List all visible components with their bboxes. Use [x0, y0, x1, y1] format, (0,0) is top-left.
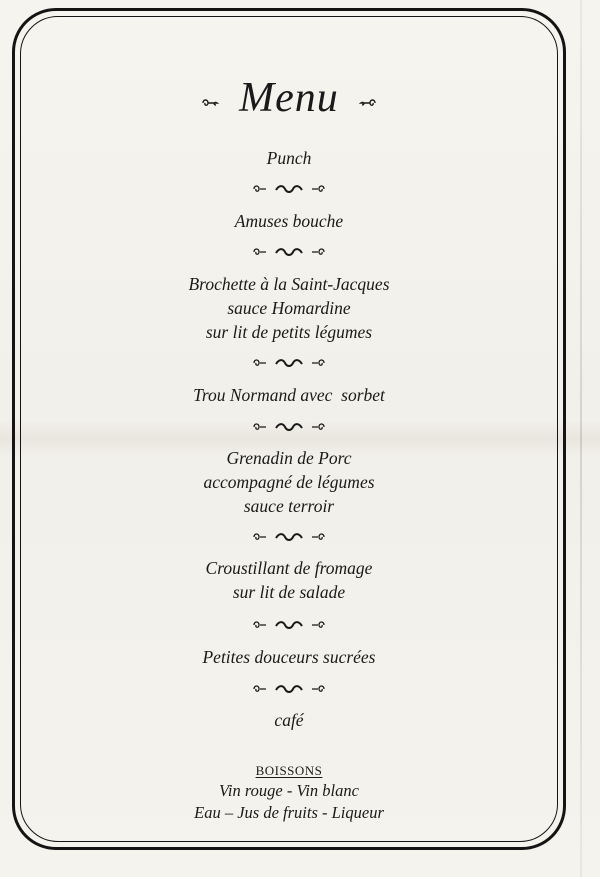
right-swirl-icon — [359, 97, 377, 109]
menu-title: Menu — [239, 75, 339, 121]
course-grenadin — [20, 446, 558, 518]
course-line: Brochette à la Saint-Jacques — [188, 274, 390, 294]
course-trou-normand — [20, 383, 558, 407]
drinks-line-other: Eau – Jus de fruits - Liqueur — [194, 803, 384, 822]
course-brochette — [20, 272, 558, 344]
ornament-icon — [252, 420, 326, 434]
ornament-icon — [252, 530, 326, 544]
course-croustillant — [20, 556, 558, 604]
ornament-divider — [20, 420, 558, 434]
course-cafe — [20, 708, 558, 732]
ornament-divider — [20, 618, 558, 632]
course-punch — [20, 146, 558, 170]
course-line: sur lit de petits légumes — [205, 322, 373, 342]
ornament-icon — [252, 182, 326, 196]
course-line: Croustillant de fromage — [205, 558, 373, 578]
course-line: accompagné de légumes — [203, 472, 375, 492]
ornament-divider — [20, 356, 558, 370]
course-amuses-bouche — [20, 209, 558, 233]
title-row — [20, 68, 558, 128]
course-line: café — [274, 710, 304, 730]
course-petites-douceurs — [20, 645, 558, 669]
ornament-icon — [252, 356, 326, 370]
ornament-icon — [252, 245, 326, 259]
ornament-divider — [20, 245, 558, 259]
course-line: Grenadin de Porc — [226, 448, 352, 468]
ornament-divider — [20, 682, 558, 696]
ornament-divider — [20, 530, 558, 544]
drinks-heading — [20, 763, 558, 779]
drinks-line-wine: Vin rouge - Vin blanc — [219, 781, 359, 800]
course-line: sur lit de salade — [232, 582, 346, 602]
ornament-icon — [252, 682, 326, 696]
course-line: sauce terroir — [243, 496, 335, 516]
course-line: Petites douceurs sucrées — [202, 647, 376, 667]
paper-fold — [580, 0, 582, 877]
course-line: Punch — [266, 148, 312, 168]
left-swirl-icon — [201, 97, 219, 109]
course-line: Amuses bouche — [234, 211, 344, 231]
course-line: Trou Normand avec sorbet — [193, 385, 385, 405]
ornament-divider — [20, 182, 558, 196]
drinks-heading-text: BOISSONS — [255, 763, 323, 778]
course-line: sauce Homardine — [227, 298, 351, 318]
ornament-icon — [252, 618, 326, 632]
